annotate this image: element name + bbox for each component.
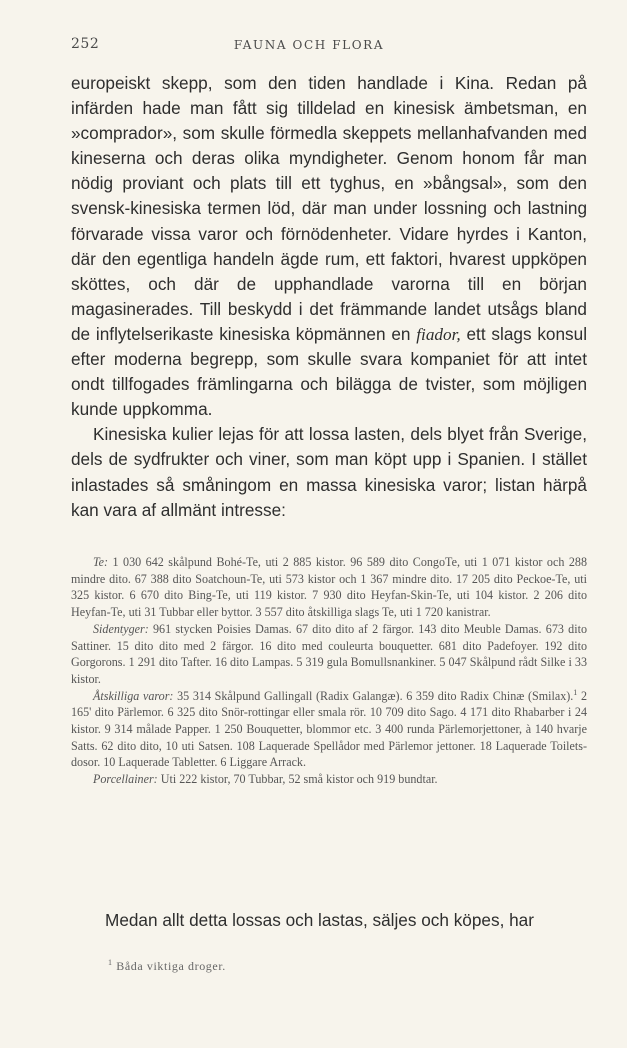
footnote-text: Båda viktiga droger. (116, 959, 226, 973)
cargo-item-various: Åtskilliga varor: 35 314 Skålpund Gallingall (Radix Galangæ). 6 359 dito Radix Chinæ (Smilax).$^1$ 2 165' dito Pärlemor. 6 325 dito Snör-rottingar eller smala rör. 10 709 dito Sago. 4 171 dito Rhabarber i 24 kistor. 9 314 målade Papper. 1 250 Bouquetter, blommor etc. 3 400 runda Pärlemorjettoner, à 140 hvarje Satts. 62 dito dito, 10 uti Satsen. 108 Laquerade Spellådor med Pärlemor jettoner. 18 Laquerade Toilets-dosor. 10 Laquerade Tabletter. 6 Liggare Arrack. (71, 687, 587, 770)
cargo-item-silk: Sidentyger: 961 stycken Poisies Damas. 67 dito dito af 2 färgor. 143 dito Meuble Damas. 673 dito Sattiner. 15 dito dito med 2 färgor. 16 dito med couleurta bouquetter. 681 dito Padefoyer. 192 dito Gorgorons. 1 291 dito Tafter. 16 dito Lampas. 5 319 gula Bomullsnankiner. 5 047 Skålpund rådt Silke i 33 kistor. (71, 621, 587, 686)
body-text (71, 71, 587, 523)
page-number: 252 (71, 36, 100, 52)
cargo-item-porcelain: Porcellainer: Uti 222 kistor, 70 Tubbar, 52 små kistor och 919 bundtar. (93, 772, 438, 787)
paragraph-2: Kinesiska kulier lejas för att lossa lasten, dels blyet från Sverige, dels de sydfrukter och viner, som man köpt upp i Spanien. I stället inlastades så småningom en massa kinesiska varor; listan härpå kan vara af allmänt intresse: (71, 424, 587, 520)
italic-term-fiador: fiador, (416, 324, 461, 344)
footnote-marker: 1 (573, 687, 578, 697)
cargo-item-tea: Te: 1 030 642 skålpund Bohé-Te, uti 2 885 kistor. 96 589 dito CongoTe, uti 1 071 kistor och 288 mindre dito. 67 388 dito Soatchoun-Te, uti 573 kistor och 1 367 mindre dito. 17 205 dito Peckoe-Te, uti 325 kistor. 6 670 dito Bing-Te, uti 119 kistor. 7 930 dito Heyfan-Skin-Te, uti 104 kistor. 2 206 dito Heyfan-Te, uti 31 Tubbar eller byttor. 3 557 dito åtskilliga slags Te, uti 1 720 kanistrar. (71, 555, 587, 620)
page-header (71, 36, 587, 56)
footnote (108, 959, 226, 974)
paragraph-1: europeiskt skepp, som den tiden handlade i Kina. Redan på infärden hade man fått sig tilldelad en kinesisk ämbetsman, en »comprador», som skulle förmedla skeppets mellanhafvanden med kineserna och deras olika myndigheter. Genom honom får man nödig proviant och plats till ett tyghus, en »bångsal», som den svensk-kinesiska termen löd, där man under lossning och lastning förvarade vissa varor och förnödenheter. Vidare hyrdes i Kanton, där den egentliga handeln ägde rum, ett faktori, hvarest uppköpen sköttes, och där de upphandlade varorna till en början magasinerades. Till beskydd i det främmande landet utsågs bland de inflytelserikaste kinesiska köpmännen en fiador, ett slags konsul efter moderna begrepp, som skulle svara kompaniet för att intet ondt tillfogades främlingarna och bilägga de tvister, som möjligen kunde uppkomma. (71, 73, 588, 420)
cargo-list (71, 554, 587, 788)
footnote-number: 1 (108, 958, 113, 967)
running-title: FAUNA OCH FLORA (233, 38, 385, 52)
closing-paragraph: Medan allt detta lossas och lastas, säljes och köpes, har (105, 910, 534, 930)
closing-text (71, 908, 587, 933)
